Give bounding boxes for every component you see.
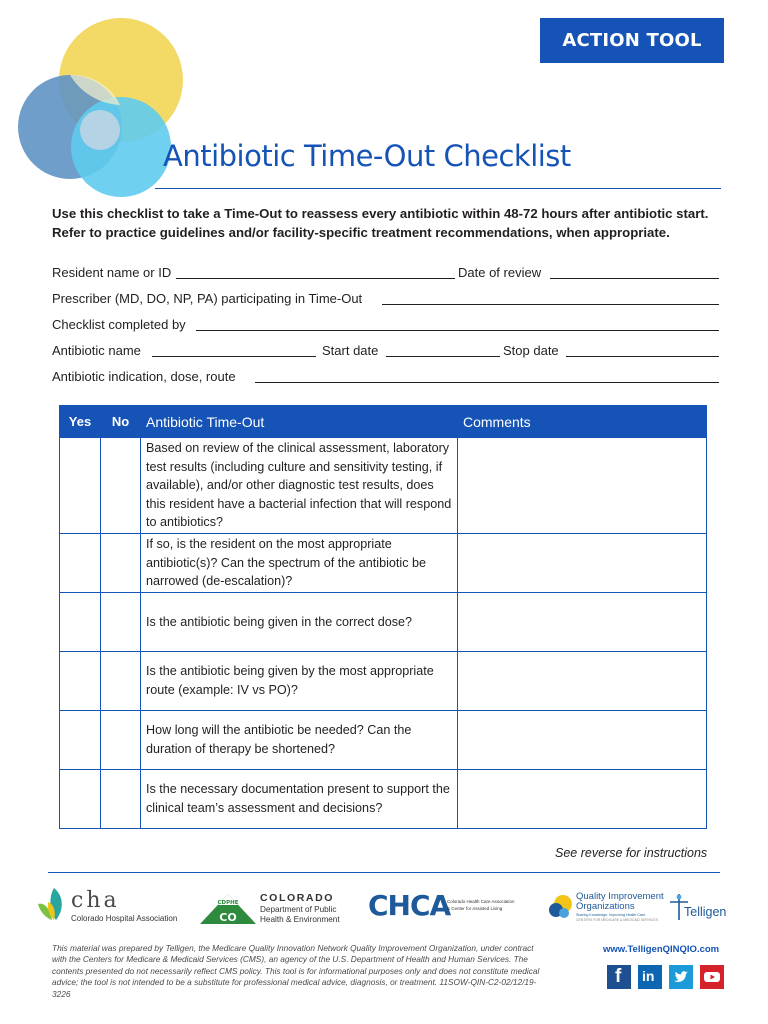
date-of-review-field[interactable]: [550, 278, 719, 279]
table-row: [60, 711, 707, 770]
completed-by-field[interactable]: [196, 330, 719, 331]
time-out-column-header: Antibiotic Time-Out: [141, 406, 458, 438]
yes-column-header: Yes: [60, 406, 101, 438]
yes-checkbox-cell[interactable]: [60, 770, 101, 829]
table-row: [60, 534, 707, 593]
resident-name-field[interactable]: [176, 278, 455, 279]
website-link[interactable]: www.TelligenQINQIO.com: [603, 944, 720, 955]
intro-line-2: Refer to practice guidelines and/or facility-specific treatment recommendations, when appropriate.: [52, 224, 670, 240]
antibiotic-name-label: Antibiotic name: [52, 343, 141, 358]
qio-line-1: Quality Improvement: [576, 891, 664, 902]
intro-text: [52, 205, 732, 242]
dept-line-1: Department of Public: [260, 905, 337, 914]
disclaimer-text: This material was prepared by Telligen, the Medicare Quality Innovation Network Quality Improvement Organization, under contract with the Centers for Medicare & Medicaid Services (CMS), an agency of the U.S. Department of Health and Human Services. The contents presented do not necessarily reflect CMS policy. This tool is for informational purposes only and does not constitute medical advice; the tool is not intended to be a substitute for professional medical advice, diagnosis, or treatment. 11SOW-QIN-C2-02/12/19-3226: [52, 943, 540, 999]
comments-cell[interactable]: [458, 711, 707, 770]
table-header-row: [60, 406, 707, 438]
time-out-checklist-table: [59, 405, 707, 829]
question-cell: How long will the antibiotic be needed? Can the duration of therapy be shortened?: [141, 711, 458, 770]
no-checkbox-cell[interactable]: [101, 770, 141, 829]
leaf-icon: [34, 886, 70, 928]
colorado-mountain-icon: [198, 892, 258, 926]
table-row: [60, 652, 707, 711]
question-cell: Is the antibiotic being given by the most appropriate route (example: IV vs PO)?: [141, 652, 458, 711]
cha-wordmark: cha: [71, 888, 120, 913]
twitter-icon[interactable]: [669, 965, 693, 989]
completed-by-label: Checklist completed by: [52, 317, 186, 332]
comments-cell[interactable]: [458, 438, 707, 534]
comments-column-header: Comments: [458, 406, 707, 438]
stop-date-field[interactable]: [566, 356, 719, 357]
cha-name: Colorado Hospital Association: [71, 914, 178, 923]
venn-circles-logo: [0, 0, 200, 210]
yes-checkbox-cell[interactable]: [60, 652, 101, 711]
qio-dots-icon: [546, 893, 576, 923]
page-title: Antibiotic Time-Out Checklist: [163, 139, 571, 173]
antibiotic-name-field[interactable]: [152, 356, 316, 357]
youtube-play-icon: [700, 965, 724, 989]
co-letters: CO: [219, 911, 237, 924]
cdphe-logo: [198, 892, 348, 926]
start-date-label: Start date: [322, 343, 379, 358]
cdphe-badge-text: CDPHE: [217, 900, 239, 906]
no-column-header: No: [101, 406, 141, 438]
comments-cell[interactable]: [458, 593, 707, 652]
table-row: [60, 438, 707, 534]
start-date-field[interactable]: [386, 356, 500, 357]
no-checkbox-cell[interactable]: [101, 593, 141, 652]
facebook-icon[interactable]: f: [607, 965, 631, 989]
youtube-icon[interactable]: [700, 965, 724, 989]
action-tool-badge: ACTION TOOL: [540, 18, 724, 63]
intro-line-1: Use this checklist to take a Time-Out to reassess every antibiotic within 48-72 hours after antibiotic start.: [52, 206, 709, 221]
telligen-logo: [667, 892, 737, 926]
resident-name-label: Resident name or ID: [52, 265, 172, 280]
no-checkbox-cell[interactable]: [101, 652, 141, 711]
yes-checkbox-cell[interactable]: [60, 711, 101, 770]
question-cell: If so, is the resident on the most appropriate antibiotic(s)? Can the spectrum of the antibiotic be narrowed (de-escalation)?: [141, 534, 458, 593]
linkedin-icon[interactable]: in: [638, 965, 662, 989]
date-of-review-label: Date of review: [458, 265, 542, 280]
indication-label: Antibiotic indication, dose, route: [52, 369, 236, 384]
comments-cell[interactable]: [458, 652, 707, 711]
comments-cell[interactable]: [458, 770, 707, 829]
dept-line-2: Health & Environment: [260, 915, 340, 924]
see-reverse-note: See reverse for instructions: [555, 846, 708, 860]
question-cell: Is the antibiotic being given in the correct dose?: [141, 593, 458, 652]
colorado-label: COLORADO: [260, 892, 335, 904]
comments-cell[interactable]: [458, 534, 707, 593]
table-row: [60, 593, 707, 652]
title-divider: [155, 188, 721, 189]
twitter-bird-icon: [669, 965, 693, 989]
no-checkbox-cell[interactable]: [101, 711, 141, 770]
chca-logo: [368, 889, 528, 928]
no-checkbox-cell[interactable]: [101, 438, 141, 534]
qio-logo: [546, 890, 666, 930]
qio-cms-line: CENTERS FOR MEDICARE & MEDICAID SERVICES: [576, 918, 658, 922]
telligen-wordmark: Telligen: [684, 905, 727, 919]
prescriber-field[interactable]: [382, 304, 719, 305]
yes-checkbox-cell[interactable]: [60, 534, 101, 593]
table-row: [60, 770, 707, 829]
stop-date-label: Stop date: [503, 343, 559, 358]
chca-line-1: Colorado Health Care Association: [447, 899, 515, 904]
yes-checkbox-cell[interactable]: [60, 438, 101, 534]
yes-checkbox-cell[interactable]: [60, 593, 101, 652]
cha-logo: [34, 884, 194, 930]
prescriber-label: Prescriber (MD, DO, NP, PA) participating in Time-Out: [52, 291, 363, 306]
chca-line-2: & Center for Assisted Living: [447, 906, 503, 911]
cyan-circle: [71, 97, 171, 197]
indication-field[interactable]: [255, 382, 719, 383]
question-cell: Based on review of the clinical assessment, laboratory test results (including culture and sensitivity testing, if available), and/or other diagnostic test results, does this resident have a bacterial infection that will respond to antibiotics?: [141, 438, 458, 534]
qio-line-2: Organizations: [576, 901, 635, 912]
footer-divider: [48, 872, 720, 873]
qio-tagline: Sharing Knowledge. Improving Health Care.: [576, 913, 647, 917]
chca-wordmark: CHCA: [368, 889, 451, 922]
no-checkbox-cell[interactable]: [101, 534, 141, 593]
question-cell: Is the necessary documentation present to support the clinical team’s assessment and decisions?: [141, 770, 458, 829]
